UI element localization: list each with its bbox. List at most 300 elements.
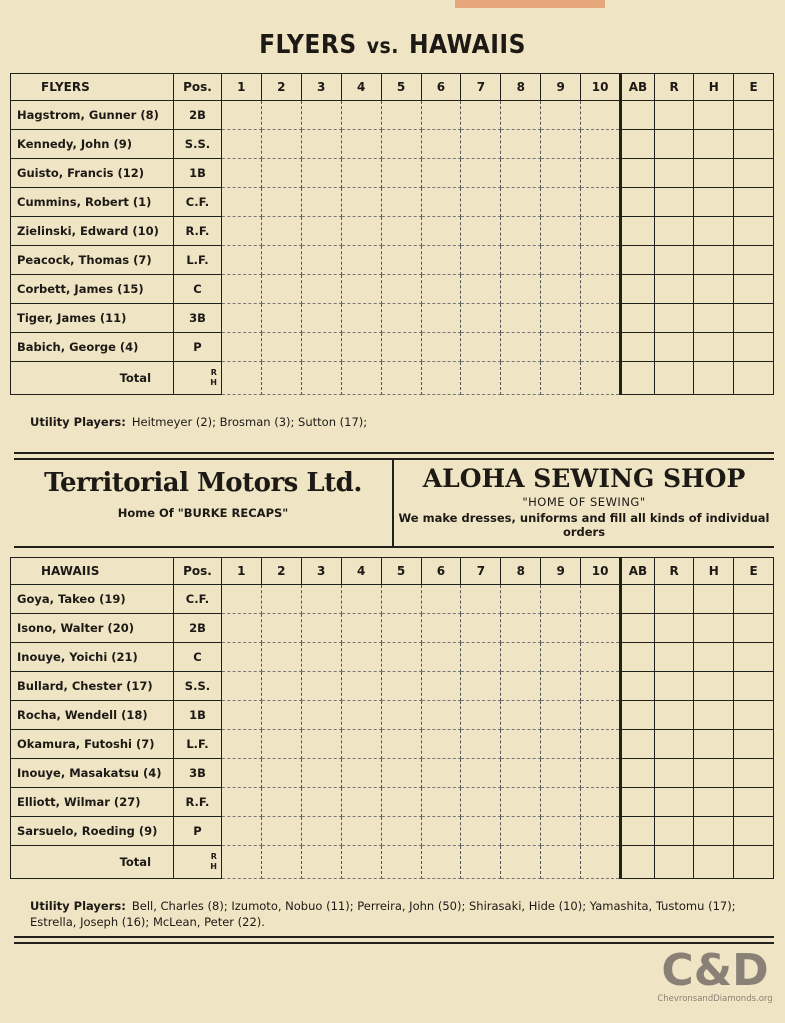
total-stat-cell[interactable] [654, 362, 694, 395]
inning-cell[interactable] [541, 275, 581, 304]
inning-cell[interactable] [261, 672, 301, 701]
inning-cell[interactable] [341, 159, 381, 188]
inning-cell[interactable] [261, 217, 301, 246]
inning-cell[interactable] [421, 672, 461, 701]
stat-cell[interactable] [694, 614, 734, 643]
inning-cell[interactable] [381, 130, 421, 159]
header-row [11, 558, 774, 585]
stat-cell[interactable] [654, 188, 694, 217]
stat-cell[interactable] [734, 217, 774, 246]
stat-cell[interactable] [654, 701, 694, 730]
inning-cell[interactable] [301, 159, 341, 188]
inning-cell[interactable] [301, 304, 341, 333]
inning-cell[interactable] [461, 614, 501, 643]
inning-cell[interactable] [341, 730, 381, 759]
stat-cell[interactable] [621, 730, 655, 759]
stat-cell[interactable] [621, 217, 655, 246]
inning-cell[interactable] [341, 217, 381, 246]
inning-cell[interactable] [461, 217, 501, 246]
inning-cell[interactable] [421, 101, 461, 130]
inning-cell[interactable] [301, 614, 341, 643]
inning-cell[interactable] [381, 585, 421, 614]
inning-cell[interactable] [501, 788, 541, 817]
inning-cell[interactable] [381, 275, 421, 304]
inning-cell[interactable] [341, 788, 381, 817]
stat-cell[interactable] [734, 759, 774, 788]
inning-cell[interactable] [541, 246, 581, 275]
inning-cell[interactable] [301, 817, 341, 846]
player-row [11, 217, 774, 246]
stat-cell[interactable] [621, 817, 655, 846]
inning-cell[interactable] [261, 614, 301, 643]
inning-cell[interactable] [581, 130, 621, 159]
stat-cell[interactable] [734, 333, 774, 362]
inning-cell[interactable] [341, 672, 381, 701]
inning-cell[interactable] [461, 817, 501, 846]
stat-cell[interactable] [621, 188, 655, 217]
inning-cell[interactable] [341, 643, 381, 672]
inning-cell[interactable] [501, 275, 541, 304]
stat-cell[interactable] [654, 275, 694, 304]
inning-cell[interactable] [501, 101, 541, 130]
total-inning-cell[interactable] [301, 362, 341, 395]
inning-header: 10 [581, 558, 621, 585]
stat-cell[interactable] [734, 701, 774, 730]
inning-cell[interactable] [581, 701, 621, 730]
inning-cell[interactable] [301, 759, 341, 788]
inning-cell[interactable] [381, 614, 421, 643]
inning-cell[interactable] [461, 701, 501, 730]
total-inning-cell[interactable] [421, 362, 461, 395]
stat-cell[interactable] [694, 101, 734, 130]
stat-cell[interactable] [734, 130, 774, 159]
inning-cell[interactable] [221, 159, 261, 188]
team-header: FLYERS [11, 74, 174, 101]
stat-cell[interactable] [621, 701, 655, 730]
inning-cell[interactable] [381, 759, 421, 788]
inning-cell[interactable] [461, 101, 501, 130]
total-inning-cell[interactable] [341, 846, 381, 879]
inning-cell[interactable] [221, 333, 261, 362]
total-stat-cell[interactable] [621, 846, 655, 879]
inning-cell[interactable] [541, 130, 581, 159]
inning-cell[interactable] [461, 585, 501, 614]
inning-cell[interactable] [421, 333, 461, 362]
inning-cell[interactable] [501, 246, 541, 275]
stat-cell[interactable] [654, 585, 694, 614]
inning-cell[interactable] [221, 672, 261, 701]
inning-cell[interactable] [461, 759, 501, 788]
inning-cell[interactable] [221, 275, 261, 304]
stat-cell[interactable] [621, 672, 655, 701]
inning-cell[interactable] [461, 159, 501, 188]
inning-cell[interactable] [541, 701, 581, 730]
inning-cell[interactable] [341, 333, 381, 362]
inning-cell[interactable] [221, 246, 261, 275]
total-inning-cell[interactable] [541, 846, 581, 879]
inning-header: 5 [381, 74, 421, 101]
stat-cell[interactable] [734, 672, 774, 701]
inning-cell[interactable] [381, 246, 421, 275]
inning-cell[interactable] [421, 217, 461, 246]
inning-cell[interactable] [261, 159, 301, 188]
inning-cell[interactable] [221, 217, 261, 246]
inning-cell[interactable] [381, 188, 421, 217]
stat-cell[interactable] [694, 585, 734, 614]
total-inning-cell[interactable] [421, 846, 461, 879]
inning-cell[interactable] [261, 188, 301, 217]
inning-cell[interactable] [341, 188, 381, 217]
inning-cell[interactable] [341, 246, 381, 275]
inning-cell[interactable] [581, 304, 621, 333]
inning-cell[interactable] [381, 817, 421, 846]
total-inning-cell[interactable] [501, 362, 541, 395]
inning-cell[interactable] [461, 730, 501, 759]
inning-cell[interactable] [341, 275, 381, 304]
stat-cell[interactable] [621, 643, 655, 672]
inning-cell[interactable] [581, 217, 621, 246]
inning-cell[interactable] [501, 217, 541, 246]
stat-cell[interactable] [694, 130, 734, 159]
stat-cell[interactable] [734, 304, 774, 333]
total-inning-cell[interactable] [381, 846, 421, 879]
flyers-scorecard [10, 73, 774, 395]
inning-cell[interactable] [421, 817, 461, 846]
inning-cell[interactable] [501, 304, 541, 333]
inning-cell[interactable] [341, 701, 381, 730]
inning-cell[interactable] [461, 333, 501, 362]
player-name: Zielinski, Edward (10) [11, 217, 174, 246]
inning-cell[interactable] [381, 701, 421, 730]
stat-cell[interactable] [694, 672, 734, 701]
stat-cell[interactable] [694, 759, 734, 788]
stat-cell[interactable] [694, 643, 734, 672]
inning-cell[interactable] [581, 614, 621, 643]
stat-cell[interactable] [654, 159, 694, 188]
stat-cell[interactable] [654, 130, 694, 159]
stat-cell[interactable] [734, 817, 774, 846]
stat-cell[interactable] [621, 788, 655, 817]
stat-cell[interactable] [621, 614, 655, 643]
stat-cell[interactable] [654, 101, 694, 130]
inning-cell[interactable] [501, 585, 541, 614]
stat-header: E [734, 558, 774, 585]
stat-cell[interactable] [694, 788, 734, 817]
inning-cell[interactable] [301, 275, 341, 304]
inning-cell[interactable] [301, 701, 341, 730]
inning-cell[interactable] [221, 188, 261, 217]
stat-cell[interactable] [734, 614, 774, 643]
inning-cell[interactable] [501, 672, 541, 701]
inning-cell[interactable] [581, 643, 621, 672]
inning-cell[interactable] [581, 788, 621, 817]
inning-cell[interactable] [541, 333, 581, 362]
inning-cell[interactable] [221, 614, 261, 643]
inning-cell[interactable] [301, 730, 341, 759]
inning-cell[interactable] [261, 643, 301, 672]
inning-cell[interactable] [461, 275, 501, 304]
total-stat-cell[interactable] [734, 846, 774, 879]
inning-cell[interactable] [421, 759, 461, 788]
inning-cell[interactable] [381, 304, 421, 333]
inning-cell[interactable] [301, 246, 341, 275]
inning-cell[interactable] [541, 817, 581, 846]
inning-cell[interactable] [261, 817, 301, 846]
total-stat-cell[interactable] [694, 362, 734, 395]
inning-cell[interactable] [421, 130, 461, 159]
inning-cell[interactable] [221, 817, 261, 846]
inning-cell[interactable] [421, 643, 461, 672]
stat-cell[interactable] [734, 246, 774, 275]
inning-cell[interactable] [221, 788, 261, 817]
inning-cell[interactable] [421, 188, 461, 217]
stat-cell[interactable] [621, 759, 655, 788]
hawaiis-utility-players [30, 898, 775, 930]
stat-cell[interactable] [734, 730, 774, 759]
inning-header: 9 [541, 558, 581, 585]
inning-cell[interactable] [261, 730, 301, 759]
stat-cell[interactable] [694, 246, 734, 275]
inning-cell[interactable] [581, 159, 621, 188]
stat-cell[interactable] [694, 188, 734, 217]
player-row [11, 643, 774, 672]
total-inning-cell[interactable] [541, 362, 581, 395]
inning-cell[interactable] [581, 585, 621, 614]
ad-right-title: ALOHA SEWING SHOP [422, 464, 746, 493]
stat-cell[interactable] [654, 788, 694, 817]
inning-cell[interactable] [261, 333, 301, 362]
inning-cell[interactable] [381, 159, 421, 188]
inning-cell[interactable] [421, 701, 461, 730]
inning-cell[interactable] [221, 585, 261, 614]
inning-cell[interactable] [261, 304, 301, 333]
stat-cell[interactable] [734, 159, 774, 188]
inning-cell[interactable] [461, 188, 501, 217]
inning-cell[interactable] [581, 246, 621, 275]
inning-cell[interactable] [501, 159, 541, 188]
inning-cell[interactable] [221, 643, 261, 672]
stat-cell[interactable] [734, 275, 774, 304]
stat-cell[interactable] [694, 730, 734, 759]
total-inning-cell[interactable] [581, 846, 621, 879]
inning-cell[interactable] [421, 585, 461, 614]
stat-cell[interactable] [694, 159, 734, 188]
inning-cell[interactable] [581, 730, 621, 759]
inning-cell[interactable] [381, 101, 421, 130]
inning-cell[interactable] [581, 188, 621, 217]
inning-cell[interactable] [501, 333, 541, 362]
inning-cell[interactable] [301, 188, 341, 217]
inning-cell[interactable] [581, 101, 621, 130]
inning-cell[interactable] [421, 304, 461, 333]
inning-cell[interactable] [381, 333, 421, 362]
inning-cell[interactable] [381, 730, 421, 759]
inning-cell[interactable] [581, 817, 621, 846]
inning-cell[interactable] [421, 788, 461, 817]
inning-cell[interactable] [381, 788, 421, 817]
inning-cell[interactable] [301, 101, 341, 130]
player-name: Isono, Walter (20) [11, 614, 174, 643]
inning-cell[interactable] [501, 614, 541, 643]
stat-cell[interactable] [734, 585, 774, 614]
inning-cell[interactable] [461, 672, 501, 701]
stat-cell[interactable] [621, 333, 655, 362]
stat-cell[interactable] [621, 246, 655, 275]
inning-cell[interactable] [541, 788, 581, 817]
stat-cell[interactable] [734, 101, 774, 130]
stat-cell[interactable] [654, 217, 694, 246]
inning-cell[interactable] [341, 101, 381, 130]
inning-cell[interactable] [541, 672, 581, 701]
total-inning-cell[interactable] [581, 362, 621, 395]
inning-cell[interactable] [381, 672, 421, 701]
inning-cell[interactable] [341, 304, 381, 333]
inning-cell[interactable] [381, 217, 421, 246]
stat-cell[interactable] [694, 817, 734, 846]
stat-cell[interactable] [621, 304, 655, 333]
inning-cell[interactable] [581, 759, 621, 788]
inning-cell[interactable] [501, 130, 541, 159]
inning-cell[interactable] [581, 333, 621, 362]
total-stat-cell[interactable] [694, 846, 734, 879]
inning-cell[interactable] [461, 643, 501, 672]
inning-cell[interactable] [301, 643, 341, 672]
stat-cell[interactable] [621, 275, 655, 304]
inning-cell[interactable] [301, 333, 341, 362]
inning-cell[interactable] [501, 730, 541, 759]
inning-cell[interactable] [541, 101, 581, 130]
inning-cell[interactable] [421, 159, 461, 188]
inning-cell[interactable] [261, 759, 301, 788]
inning-cell[interactable] [261, 585, 301, 614]
inning-cell[interactable] [541, 304, 581, 333]
stat-cell[interactable] [621, 159, 655, 188]
inning-cell[interactable] [421, 246, 461, 275]
inning-cell[interactable] [421, 730, 461, 759]
inning-cell[interactable] [501, 759, 541, 788]
inning-cell[interactable] [301, 788, 341, 817]
inning-cell[interactable] [261, 246, 301, 275]
stat-cell[interactable] [734, 188, 774, 217]
total-inning-cell[interactable] [261, 846, 301, 879]
inning-cell[interactable] [541, 614, 581, 643]
inning-cell[interactable] [221, 701, 261, 730]
total-inning-cell[interactable] [221, 846, 261, 879]
inning-cell[interactable] [541, 217, 581, 246]
inning-cell[interactable] [261, 275, 301, 304]
stat-cell[interactable] [694, 701, 734, 730]
inning-cell[interactable] [221, 130, 261, 159]
inning-cell[interactable] [541, 643, 581, 672]
stat-cell[interactable] [694, 275, 734, 304]
inning-cell[interactable] [341, 130, 381, 159]
divider-bottom-2 [14, 942, 774, 944]
stat-cell[interactable] [654, 730, 694, 759]
inning-cell[interactable] [341, 614, 381, 643]
total-stat-cell[interactable] [621, 362, 655, 395]
stat-cell[interactable] [654, 333, 694, 362]
total-inning-cell[interactable] [341, 362, 381, 395]
inning-cell[interactable] [261, 101, 301, 130]
total-stat-cell[interactable] [654, 846, 694, 879]
inning-cell[interactable] [301, 217, 341, 246]
total-inning-cell[interactable] [461, 846, 501, 879]
inning-cell[interactable] [261, 788, 301, 817]
inning-cell[interactable] [501, 817, 541, 846]
inning-cell[interactable] [581, 672, 621, 701]
inning-cell[interactable] [541, 585, 581, 614]
inning-cell[interactable] [541, 730, 581, 759]
total-inning-cell[interactable] [461, 362, 501, 395]
stat-cell[interactable] [621, 101, 655, 130]
stat-cell[interactable] [654, 817, 694, 846]
inning-cell[interactable] [461, 246, 501, 275]
inning-cell[interactable] [501, 643, 541, 672]
inning-cell[interactable] [461, 304, 501, 333]
stat-cell[interactable] [694, 333, 734, 362]
inning-cell[interactable] [261, 130, 301, 159]
inning-cell[interactable] [221, 101, 261, 130]
inning-cell[interactable] [581, 275, 621, 304]
total-inning-cell[interactable] [501, 846, 541, 879]
stat-cell[interactable] [694, 304, 734, 333]
stat-cell[interactable] [654, 246, 694, 275]
inning-cell[interactable] [501, 701, 541, 730]
stat-cell[interactable] [654, 304, 694, 333]
inning-cell[interactable] [421, 275, 461, 304]
inning-cell[interactable] [341, 585, 381, 614]
total-inning-cell[interactable] [301, 846, 341, 879]
inning-cell[interactable] [261, 701, 301, 730]
inning-cell[interactable] [461, 788, 501, 817]
stat-cell[interactable] [734, 788, 774, 817]
inning-cell[interactable] [341, 759, 381, 788]
inning-cell[interactable] [301, 672, 341, 701]
flyers-utility-text: Heitmeyer (2); Brosman (3); Sutton (17); [131, 415, 368, 429]
stat-cell[interactable] [734, 643, 774, 672]
inning-cell[interactable] [341, 817, 381, 846]
inning-cell[interactable] [221, 730, 261, 759]
inning-cell[interactable] [541, 188, 581, 217]
inning-cell[interactable] [381, 643, 421, 672]
team-header: HAWAIIS [11, 558, 174, 585]
inning-cell[interactable] [301, 585, 341, 614]
inning-cell[interactable] [221, 304, 261, 333]
stat-cell[interactable] [654, 759, 694, 788]
inning-cell[interactable] [221, 759, 261, 788]
player-row [11, 759, 774, 788]
stat-cell[interactable] [654, 672, 694, 701]
total-inning-cell[interactable] [381, 362, 421, 395]
inning-cell[interactable] [541, 759, 581, 788]
stat-cell[interactable] [621, 130, 655, 159]
total-stat-cell[interactable] [734, 362, 774, 395]
stat-cell[interactable] [694, 217, 734, 246]
inning-cell[interactable] [541, 159, 581, 188]
total-inning-cell[interactable] [221, 362, 261, 395]
inning-header: 8 [501, 74, 541, 101]
inning-cell[interactable] [301, 130, 341, 159]
inning-cell[interactable] [501, 188, 541, 217]
inning-cell[interactable] [421, 614, 461, 643]
stat-cell[interactable] [654, 614, 694, 643]
player-position: P [174, 817, 222, 846]
stat-cell[interactable] [654, 643, 694, 672]
stat-cell[interactable] [621, 585, 655, 614]
inning-cell[interactable] [461, 130, 501, 159]
total-inning-cell[interactable] [261, 362, 301, 395]
stat-header: R [654, 558, 694, 585]
